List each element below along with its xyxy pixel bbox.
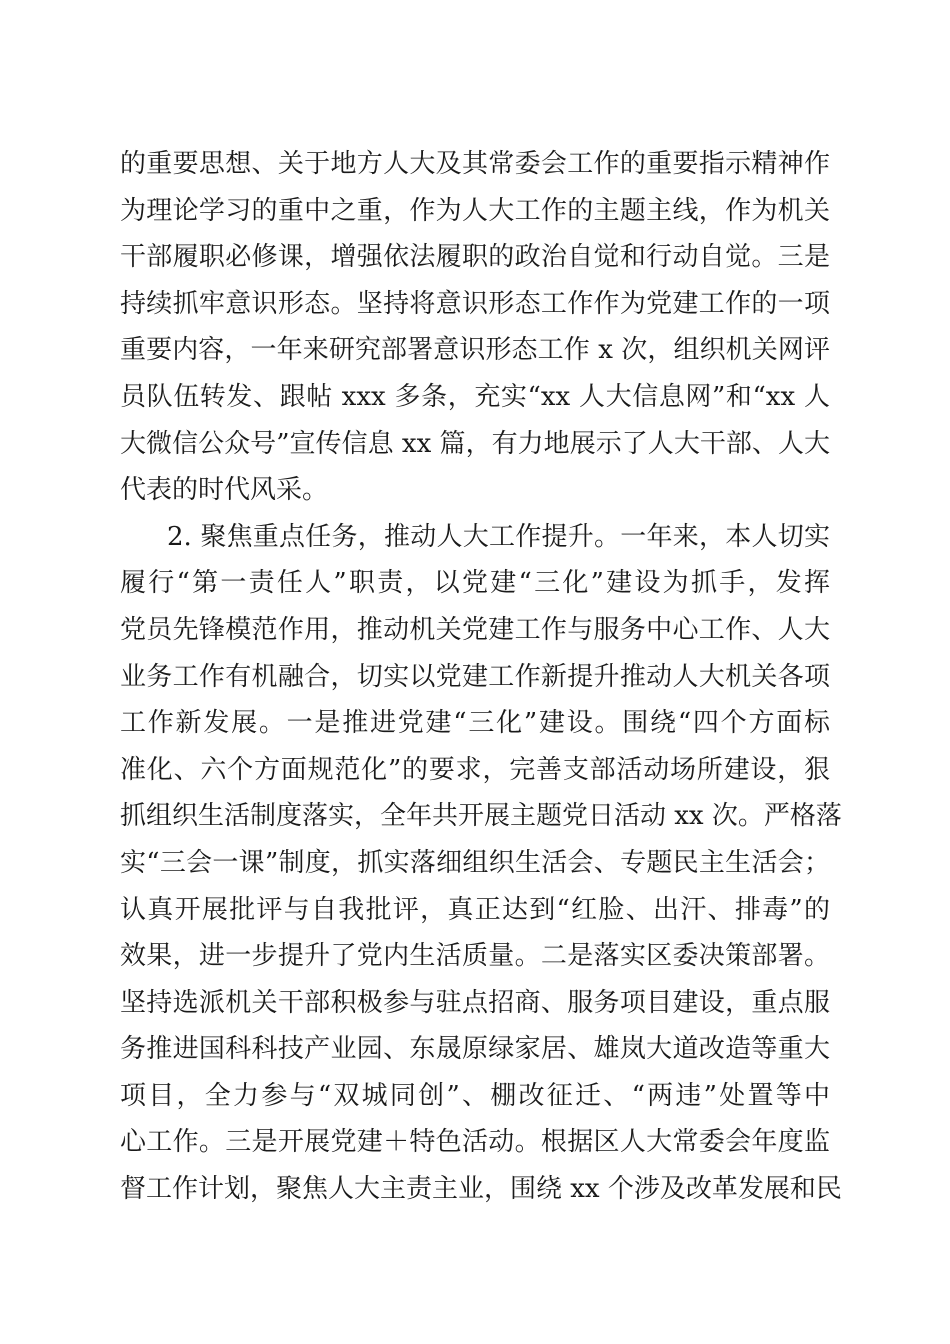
- text-line: 党员先锋模范作用，推动机关党建工作与服务中心工作、人大: [120, 614, 830, 645]
- paragraph-heading-line: 2. 聚焦重点任务，推动人大工作提升。一年来，本人切实: [167, 521, 830, 552]
- text-line: 项目，全力参与“双城同创”、棚改征迁、“两违”处置等中: [120, 1080, 830, 1111]
- text-line: 效果，进一步提升了党内生活质量。二是落实区委决策部署。: [120, 941, 830, 972]
- text-line: 实“三会一课”制度，抓实落细组织生活会、专题民主生活会；: [120, 847, 830, 878]
- text-line: 干部履职必修课，增强依法履职的政治自觉和行动自觉。三是: [120, 242, 830, 273]
- text-line: 大微信公众号”宣传信息 xx 篇，有力地展示了人大干部、人大: [120, 428, 830, 459]
- text-line: 员队伍转发、跟帖 xxx 多条，充实“xx 人大信息网”和“xx 人: [120, 381, 830, 412]
- text-line: 为理论学习的重中之重，作为人大工作的主题主线，作为机关: [120, 195, 830, 226]
- text-line: 的重要思想、关于地方人大及其常委会工作的重要指示精神作: [120, 149, 830, 179]
- text-line: 履行“第一责任人”职责，以党建“三化”建设为抓手，发挥: [120, 568, 830, 599]
- text-line: 持续抓牢意识形态。坚持将意识形态工作作为党建工作的一项: [120, 288, 830, 319]
- text-line: 重要内容，一年来研究部署意识形态工作 x 次，组织机关网评: [120, 335, 830, 366]
- text-line: 准化、六个方面规范化”的要求，完善支部活动场所建设，狠: [120, 754, 830, 785]
- text-line: 代表的时代风采。: [120, 475, 329, 506]
- text-line: 业务工作有机融合，切实以党建工作新提升推动人大机关各项: [120, 661, 830, 692]
- text-line: 工作新发展。一是推进党建“三化”建设。围绕“四个方面标: [120, 708, 830, 739]
- text-line: 务推进国科科技产业园、东晟原绿家居、雄岚大道改造等重大: [120, 1034, 830, 1065]
- text-line: 坚持选派机关干部积极参与驻点招商、服务项目建设，重点服: [120, 987, 830, 1018]
- text-line: 心工作。三是开展党建＋特色活动。根据区人大常委会年度监: [120, 1127, 830, 1158]
- text-line: 抓组织生活制度落实，全年共开展主题党日活动 xx 次。严格落: [120, 801, 842, 832]
- text-line: 督工作计划，聚焦人大主责主业，围绕 xx 个涉及改革发展和民: [120, 1174, 842, 1205]
- text-line: 认真开展批评与自我批评，真正达到“红脸、出汗、排毒”的: [120, 894, 830, 925]
- body-text: [120, 141, 842, 1213]
